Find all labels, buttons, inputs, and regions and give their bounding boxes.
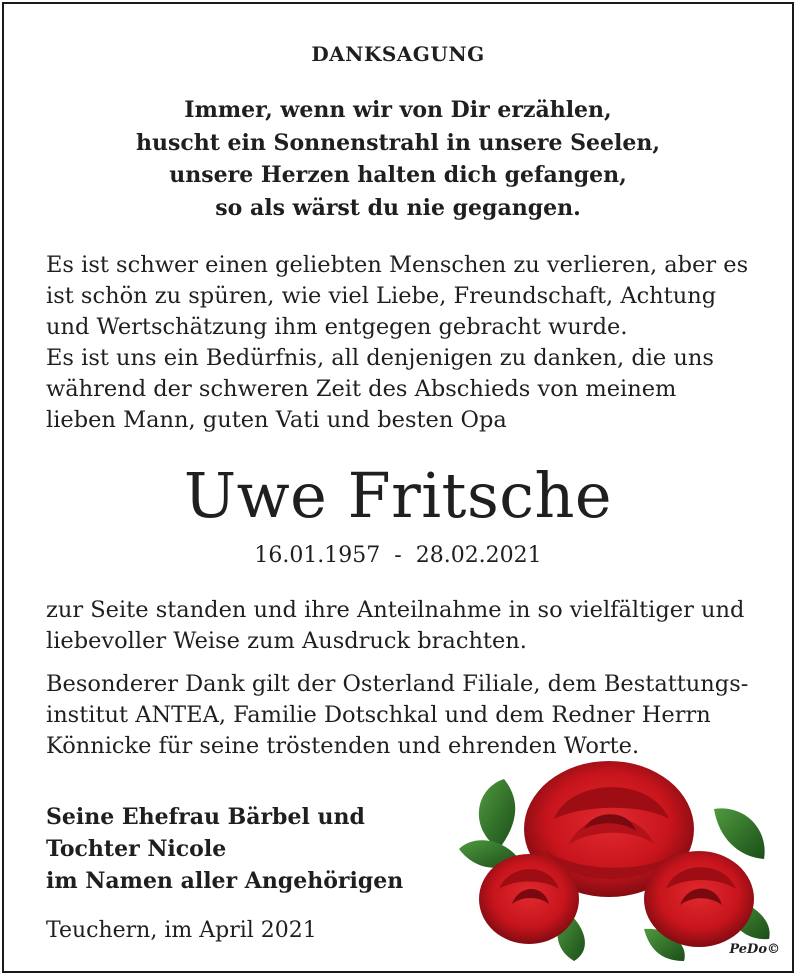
- text-line: lieben Mann, guten Vati und besten Opa: [46, 407, 507, 433]
- text-line: Es ist schwer einen geliebten Menschen zu verlieren, aber es: [46, 252, 749, 278]
- rose-right: [644, 851, 754, 947]
- birth-date: 16.01.1957: [254, 543, 381, 568]
- place-date: Teuchern, im April 2021: [46, 918, 317, 943]
- life-dates: [4, 542, 792, 570]
- text-line: zur Seite standen und ihre Anteilnahme in so vielfältiger und: [46, 597, 745, 623]
- text-line: institut ANTEA, Familie Dotschkal und dem Redner Herrn: [46, 702, 711, 728]
- roses-illustration: [444, 749, 784, 964]
- intro-paragraph: [46, 250, 766, 436]
- death-date: 28.02.2021: [415, 543, 542, 568]
- text-line: Es ist uns ein Bedürfnis, all denjenigen zu danken, die uns: [46, 345, 714, 371]
- support-paragraph: [46, 595, 766, 657]
- signature-line: im Namen aller Angehörigen: [46, 868, 404, 894]
- poem-line: huscht ein Sonnenstrahl in unsere Seelen,: [135, 129, 661, 156]
- text-line: und Wertschätzung ihm entgegen gebracht wurde.: [46, 314, 628, 340]
- leaf: [479, 779, 515, 849]
- leaf: [714, 808, 765, 859]
- artist-credit: PeDo©: [729, 942, 780, 957]
- date-separator: -: [380, 543, 416, 568]
- text-line: Könnicke für seine tröstenden und ehrenden Worte.: [46, 733, 640, 759]
- text-line: während der schweren Zeit des Abschieds von meinem: [46, 376, 677, 402]
- rose-left: [479, 854, 579, 944]
- signature-line: Seine Ehefrau Bärbel und: [46, 804, 365, 830]
- signature-line: Tochter Nicole: [46, 836, 227, 862]
- text-line: ist schön zu spüren, wie viel Liebe, Freundschaft, Achtung: [46, 283, 717, 309]
- text-line: Besonderer Dank gilt der Osterland Filiale, dem Bestattungs-: [46, 671, 749, 697]
- deceased-name: Uwe Fritsche: [183, 459, 613, 532]
- heading: DANKSAGUNG: [311, 42, 485, 66]
- poem: [4, 94, 792, 224]
- obituary-card: [2, 2, 794, 973]
- text-line: liebevoller Weise zum Ausdruck brachten.: [46, 628, 527, 654]
- poem-line: unsere Herzen halten dich gefangen,: [169, 162, 627, 188]
- poem-line: Immer, wenn wir von Dir erzählen,: [184, 97, 612, 123]
- signature: [46, 801, 403, 897]
- poem-line: so als wärst du nie gegangen.: [215, 194, 581, 221]
